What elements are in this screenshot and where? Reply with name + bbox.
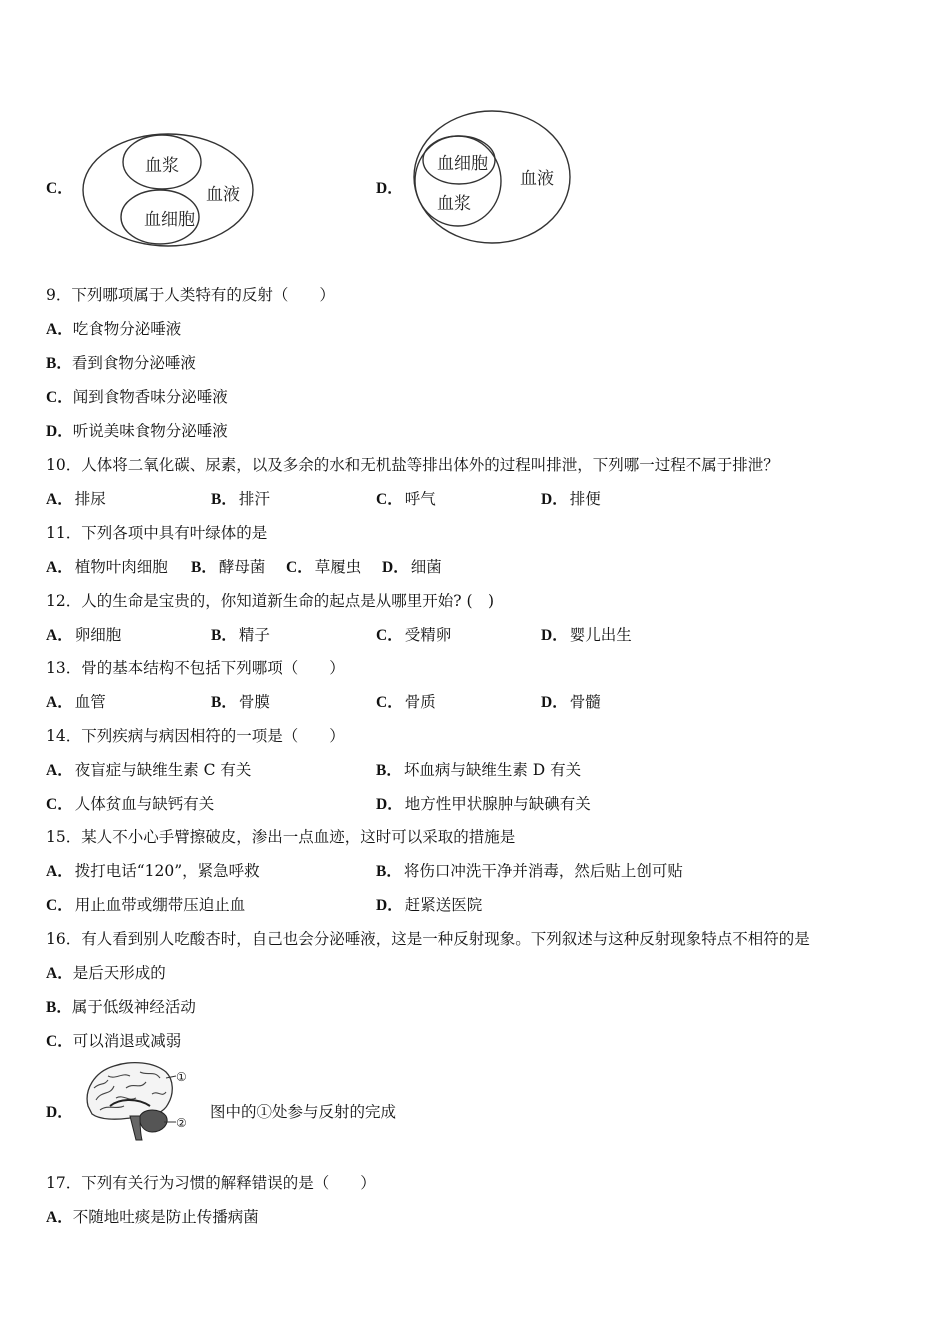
option-text: 卵细胞 — [74, 626, 122, 644]
option-text: 看到食物分泌唾液 — [71, 354, 196, 372]
option-text: 将伤口冲洗干净并消毒，然后贴上创可贴 — [403, 862, 683, 880]
option-a — [46, 963, 166, 984]
option-letter: A． — [46, 965, 73, 982]
question-stem: 15．某人不小心手臂擦破皮，渗出一点血迹，这时可以采取的措施是 — [46, 828, 516, 846]
option-text: 闻到食物香味分泌唾液 — [72, 388, 228, 406]
option-a — [46, 760, 251, 781]
option-b — [211, 489, 270, 510]
option-c — [286, 557, 361, 578]
option-c — [46, 794, 214, 815]
option-a — [46, 625, 121, 646]
option-b — [211, 692, 270, 713]
option-letter: B． — [376, 762, 402, 779]
option-text: 可以消退或减弱 — [72, 1032, 182, 1050]
venn-diagram-c — [80, 130, 260, 250]
option-d — [541, 489, 601, 510]
option-letter: D． — [46, 1104, 73, 1121]
option-letter: B． — [46, 355, 72, 372]
option-d — [541, 625, 632, 646]
plasma-label: 血浆 — [145, 156, 179, 176]
brainstem — [130, 1116, 142, 1140]
option-letter: B． — [211, 627, 237, 644]
option-letter: C． — [46, 897, 73, 914]
option-letter: C． — [376, 491, 403, 508]
cerebellum — [140, 1110, 167, 1132]
option-a — [46, 557, 168, 578]
option-letter: D． — [541, 491, 568, 508]
question-stem: 11．下列各项中具有叶绿体的是 — [46, 524, 268, 542]
option-letter: A． — [46, 762, 73, 779]
option-letter: B． — [376, 863, 402, 880]
option-d — [46, 421, 228, 442]
option-c — [376, 489, 436, 510]
question-stem: 12．人的生命是宝贵的，你知道新生命的起点是从哪里开始? ( ) — [46, 592, 495, 610]
option-text: 人体贫血与缺钙有关 — [74, 795, 215, 813]
label-2: ② — [176, 1116, 187, 1130]
option-letter: D． — [376, 897, 403, 914]
option-letter: C． — [376, 694, 403, 711]
q8-option-d — [376, 178, 405, 199]
option-letter: D． — [376, 796, 403, 813]
option-text: 骨膜 — [238, 693, 270, 711]
venn-diagram-d — [410, 108, 575, 248]
option-text: 排尿 — [74, 490, 106, 508]
option-d — [541, 692, 601, 713]
option-text: 受精卵 — [404, 626, 452, 644]
question-stem: 13．骨的基本结构不包括下列哪项（ ） — [46, 659, 345, 677]
option-text: 婴儿出生 — [569, 626, 632, 644]
option-letter: B． — [211, 491, 237, 508]
option-text: 植物叶肉细胞 — [74, 558, 168, 576]
option-letter: A． — [46, 627, 73, 644]
option-text: 吃食物分泌唾液 — [72, 320, 182, 338]
option-c — [46, 1031, 181, 1052]
option-b — [211, 625, 270, 646]
option-text: 不随地吐痰是防止传播病菌 — [72, 1208, 259, 1226]
blood-label: 血液 — [520, 169, 554, 189]
option-letter: A． — [46, 863, 73, 880]
option-text: 排便 — [569, 490, 601, 508]
plasma-label: 血浆 — [437, 194, 471, 214]
option-text: 赶紧送医院 — [404, 896, 483, 914]
option-text: 拨打电话“120”，紧急呼救 — [74, 862, 260, 880]
option-letter: B． — [191, 559, 217, 576]
option-a — [46, 692, 106, 713]
option-letter: A． — [46, 694, 73, 711]
option-text: 用止血带或绷带压迫止血 — [74, 896, 246, 914]
option-letter: C． — [46, 180, 73, 197]
option-letter: A． — [46, 491, 73, 508]
option-letter: D． — [541, 627, 568, 644]
option-letter: C． — [46, 1033, 73, 1050]
question-stem: 14．下列疾病与病因相符的一项是（ ） — [46, 727, 345, 745]
option-text: 细菌 — [410, 558, 442, 576]
option-text: 骨质 — [404, 693, 436, 711]
option-text: 精子 — [238, 626, 270, 644]
question-stem: 17．下列有关行为习惯的解释错误的是（ ） — [46, 1174, 376, 1192]
option-b — [376, 760, 581, 781]
option-text: 坏血病与缺维生素 D 有关 — [403, 761, 582, 779]
option-a — [46, 489, 106, 510]
option-text: 草履虫 — [314, 558, 362, 576]
label-1: ① — [176, 1070, 187, 1084]
option-text: 听说美味食物分泌唾液 — [72, 422, 228, 440]
option-letter: D． — [541, 694, 568, 711]
option-letter: B． — [46, 999, 72, 1016]
option-a — [46, 861, 260, 882]
cells-label: 血细胞 — [144, 210, 195, 230]
option-text: 骨髓 — [569, 693, 601, 711]
brain-figure — [80, 1060, 192, 1144]
option-c — [46, 387, 228, 408]
option-d — [382, 557, 442, 578]
option-text: 血管 — [74, 693, 106, 711]
option-c — [376, 692, 436, 713]
option-d — [376, 895, 482, 916]
option-letter: D． — [376, 180, 403, 197]
option-text: 属于低级神经活动 — [71, 998, 196, 1016]
option-c — [376, 625, 451, 646]
option-text: 图中的①处参与反射的完成 — [210, 1103, 397, 1121]
option-d — [376, 794, 591, 815]
option-b — [191, 557, 265, 578]
option-b — [376, 861, 683, 882]
option-a — [46, 319, 181, 340]
question-stem: 10．人体将二氧化碳、尿素，以及多余的水和无机盐等排出体外的过程叫排泄，下列哪一过程不属于排泄？ — [46, 456, 779, 474]
q8-option-c — [46, 178, 75, 199]
option-letter: C． — [286, 559, 313, 576]
option-letter: A． — [46, 321, 73, 338]
option-letter: C． — [46, 796, 73, 813]
option-text: 酵母菌 — [218, 558, 266, 576]
question-stem: 9．下列哪项属于人类特有的反射（ ） — [46, 286, 335, 304]
option-letter: D． — [46, 423, 73, 440]
option-text: 呼气 — [404, 490, 436, 508]
option-letter: D． — [382, 559, 409, 576]
option-letter: A． — [46, 1209, 73, 1226]
option-b — [46, 353, 196, 374]
option-text: 排汗 — [238, 490, 270, 508]
cells-label: 血细胞 — [437, 154, 488, 174]
option-text: 夜盲症与缺维生素 C 有关 — [74, 761, 252, 779]
option-text: 地方性甲状腺肿与缺碘有关 — [404, 795, 591, 813]
option-letter: C． — [46, 389, 73, 406]
blood-label: 血液 — [206, 185, 240, 205]
option-letter: B． — [211, 694, 237, 711]
option-a — [46, 1207, 259, 1228]
option-b — [46, 997, 196, 1018]
option-letter: A． — [46, 559, 73, 576]
option-d — [46, 1102, 75, 1123]
option-letter: C． — [376, 627, 403, 644]
option-c — [46, 895, 245, 916]
question-stem: 16．有人看到别人吃酸杏时，自己也会分泌唾液，这是一种反射现象。下列叙述与这种反射现象特点不相符的是 — [46, 930, 810, 948]
option-text: 是后天形成的 — [72, 964, 166, 982]
